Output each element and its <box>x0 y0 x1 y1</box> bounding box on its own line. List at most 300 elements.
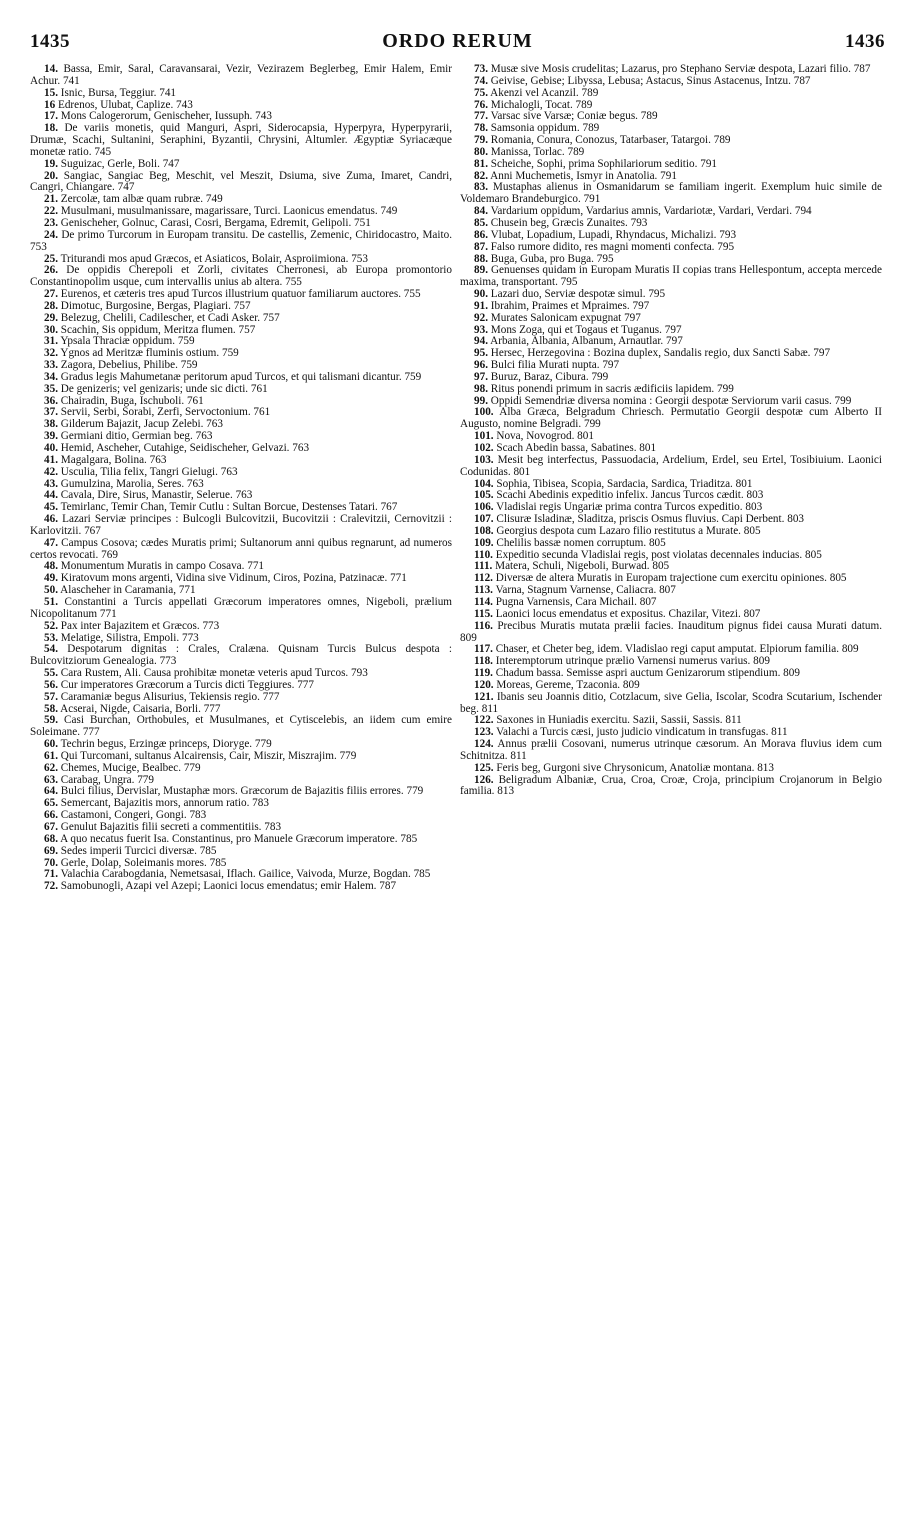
entry-text: Acserai, Nigde, Caisaria, Borli. <box>57 702 204 715</box>
entry-number: 110. <box>474 548 493 561</box>
entry-number: 66. <box>44 809 58 822</box>
entry-page-ref: 773 <box>202 619 220 632</box>
entry-page-ref: 807 <box>743 607 761 620</box>
entry-text: Castamoni, Congeri, Gongi. <box>57 809 190 822</box>
entry-page-ref: 787 <box>379 880 397 893</box>
entry-number: 22. <box>44 205 58 218</box>
entry-page-ref: 805 <box>652 560 670 573</box>
entry-page-ref: 795 <box>648 288 666 301</box>
index-entry <box>30 715 452 739</box>
entry-text: Mustaphas alienus in Osmanidarum se familiam ingerit. Exemplum huic simile de Voldemaro Brandeburgico. <box>460 181 882 206</box>
entry-page-ref: 761 <box>186 394 204 407</box>
entry-number: 82. <box>474 169 488 182</box>
entry-page-ref: 799 <box>717 382 734 395</box>
entry-text: Monumentum Muratis in campo Cosava. <box>57 560 248 573</box>
entry-number: 93. <box>474 323 488 336</box>
entry-number: 41. <box>44 453 58 466</box>
entry-page-ref: 785 <box>400 832 418 845</box>
entry-page-ref: 749 <box>205 193 223 206</box>
entry-text: Constantini a Turcis appellati Græcorum imperatores omnes, Nigeboli, prælium Nicopolitanum <box>30 595 452 620</box>
entry-number: 113. <box>474 584 493 597</box>
entry-number: 37. <box>44 406 58 419</box>
entry-page-ref: 789 <box>582 122 600 135</box>
entry-number: 20. <box>44 169 58 182</box>
entry-page-ref: 797 <box>813 347 831 360</box>
entry-text: Techrin begus, Erzingæ princeps, Dioryge. <box>57 738 255 751</box>
entry-page-ref: 763 <box>292 442 310 454</box>
entry-number: 101. <box>474 430 494 443</box>
entry-number: 61. <box>44 749 58 762</box>
entry-page-ref: 779 <box>339 749 357 762</box>
entry-number: 119. <box>474 667 493 680</box>
entry-text: Magalgara, Bolina. <box>57 453 150 466</box>
entry-text: Laonici locus emendatus et expositus. Chazilar, Vitezi. <box>492 607 744 620</box>
entry-page-ref: 741 <box>62 74 80 87</box>
entry-text: Valachia Carabogdania, Nemetsasai, Iflach. Gailice, Vaivoda, Murze, Bogdan. <box>57 868 414 881</box>
entry-page-ref: 773 <box>159 655 177 668</box>
entry-page-ref: 741 <box>159 86 177 99</box>
entry-text: Melatige, Silistra, Empoli. <box>57 631 182 644</box>
entry-text: De variis monetis, quid Manguri, Aspri, Siderocapsia, Hyperpyra, Hyperpyrarii, Drumæ, Scachi, Sultanini, Seraphini, Byzantii, Chrysini, Altumler. Ægyptiæ Syriacæque monetæ ratio. <box>30 122 452 158</box>
entry-page-ref: 813 <box>497 785 515 798</box>
entry-number: 83. <box>474 181 488 194</box>
entry-text: Bassa, Emir, Saral, Caravansarai, Vezir, Vezirazem Beglerbeg, Emir Halem, Emir Achur. <box>30 63 452 87</box>
entry-text: Bulci filia Murati nupta. <box>487 359 603 372</box>
entry-page-ref: 795 <box>596 252 614 265</box>
entry-text: Qui Turcomani, sultanus Alcairensis, Cair, Miszir, Miszrajim. <box>57 749 340 762</box>
entry-text: Germiani ditio, Germian beg. <box>57 430 196 443</box>
entry-number: 62. <box>44 761 58 774</box>
entry-number: 16 <box>44 98 56 111</box>
entry-text: Nova, Novogrod. <box>493 430 578 443</box>
entry-page-ref: 799 <box>834 394 852 407</box>
index-entry <box>460 692 882 716</box>
entry-page-ref: 753 <box>351 252 368 265</box>
entry-text: A quo necatus fuerit Isa. Constantinus, pro Manuele Græcorum imperatore. <box>57 832 401 845</box>
entry-page-ref: 773 <box>181 631 199 644</box>
entry-page-ref: 797 <box>664 323 682 336</box>
entry-text: Ritus ponendi primum in sacris ædificiis lapidem. <box>487 382 717 395</box>
entry-number: 18. <box>44 122 58 135</box>
entry-page-ref: 797 <box>632 299 650 312</box>
entry-page-ref: 763 <box>220 465 238 478</box>
entry-text: Alba Græca, Belgradum Chriesch. Permutatio Georgii despotæ cum Alberto II Augusto, nomine Belgradi. <box>460 406 882 431</box>
entry-text: Hersec, Herzegovina : Bozina duplex, Sandalis regio, dux Sancti Sabæ. <box>487 347 814 360</box>
entry-text: Scachin, Sis oppidum, Meritza flumen. <box>57 323 239 336</box>
entry-page-ref: 771 <box>99 607 117 620</box>
entry-number: 84. <box>474 205 488 218</box>
index-entry <box>30 514 452 538</box>
entry-text: Ygnos ad Meritzæ fluminis ostium. <box>57 347 222 360</box>
entry-text: Zercolæ, tam albæ quam rubræ. <box>57 193 206 206</box>
entry-page-ref: 809 <box>783 667 800 680</box>
entry-text: Zagora, Debelius, Philibe. <box>57 359 181 372</box>
entry-text: Manissa, Torlac. <box>487 145 568 158</box>
entry-page-ref: 791 <box>660 169 677 182</box>
entry-number: 95. <box>474 347 488 360</box>
entry-text: Scheiche, Sophi, prima Sophilariorum seditio. <box>487 157 701 170</box>
entry-page-ref: 771 <box>247 560 264 573</box>
entry-text: Mons Calogerorum, Genischeher, Iussuph. <box>57 110 256 123</box>
entry-number: 35. <box>44 382 58 395</box>
entry-number: 103. <box>474 453 494 466</box>
entry-page-ref: 801 <box>639 442 657 454</box>
entry-number: 70. <box>44 856 58 869</box>
entry-number: 39. <box>44 430 58 443</box>
entry-number: 107. <box>474 513 494 526</box>
index-entry <box>30 644 452 668</box>
entry-page-ref: 771 <box>178 584 196 597</box>
entry-text: Genuenses quidam in Europam Muratis II copias trans Hellespontum, accepta mercede maxima, transportant. <box>460 264 882 289</box>
entry-number: 94. <box>474 335 488 348</box>
entry-page-ref: 743 <box>176 98 193 111</box>
entry-text: Sedes imperii Turcici diversæ. <box>57 844 200 857</box>
entry-text: Genischeher, Golnuc, Carasi, Cosri, Bergama, Edremit, Gelipoli. <box>57 216 355 229</box>
entry-text: Bulci filius, Dervislar, Mustaphæ mors. Græcorum de Bajazitis filiis errores. <box>57 785 407 798</box>
entry-page-ref: 757 <box>233 299 251 312</box>
entry-text: Feris beg, Gurgoni sive Chrysonicum, Anatoliæ montana. <box>493 761 758 774</box>
entry-page-ref: 807 <box>659 584 676 597</box>
right-column <box>460 64 882 798</box>
entry-page-ref: 797 <box>624 311 641 324</box>
entry-number: 86. <box>474 228 488 241</box>
entry-number: 38. <box>44 418 58 431</box>
entry-number: 124. <box>474 738 494 751</box>
entry-text: Samsonia oppidum. <box>487 122 583 135</box>
entry-page-ref: 789 <box>567 145 585 158</box>
entry-page-ref: 794 <box>794 205 812 218</box>
entry-text: Scachi Abedinis expeditio infelix. Jancus Turcos cædit. <box>493 489 747 502</box>
entry-page-ref: 763 <box>206 418 223 431</box>
entry-text: Belezug, Chelili, Cadilescher, et Cadi Asker. <box>57 311 263 324</box>
entry-text: Georgius despota cum Lazaro filio restitutus a Murate. <box>493 524 744 537</box>
entry-text: Samobunogli, Azapi vel Azepi; Laonici locus emendatus; emir Halem. <box>57 880 380 893</box>
entry-page-ref: 767 <box>380 501 398 514</box>
entry-number: 91. <box>474 299 488 312</box>
entry-number: 50. <box>44 584 58 597</box>
entry-page-ref: 753 <box>30 240 47 253</box>
index-entry <box>460 407 882 431</box>
entry-number: 24. <box>44 228 58 241</box>
entry-page-ref: 747 <box>162 157 180 170</box>
entry-text: Scach Abedin bassa, Sabatines. <box>493 442 640 454</box>
entry-number: 21. <box>44 193 58 206</box>
entry-number: 45. <box>44 501 58 514</box>
entry-text: Chelilis bassæ nomen corruptum. <box>493 536 649 549</box>
index-entry <box>30 881 452 893</box>
entry-page-ref: 763 <box>235 489 253 502</box>
entry-number: 104. <box>474 477 494 490</box>
entry-number: 42. <box>44 465 58 478</box>
entry-text: Vlubat, Lopadium, Lupadi, Rhyndacus, Michalizi. <box>487 228 720 241</box>
entry-text: De oppidis Cherepoli et Zorli, civitates Cherronesi, ab Europa promontorio Constantinopolim usque, cum intervallis unius ab altera. <box>30 264 452 289</box>
entry-page-ref: 793 <box>630 216 648 229</box>
entry-text: Usculia, Tilia felix, Tangri Gielugi. <box>57 465 221 478</box>
entry-text: Lazari duo, Serviæ despotæ simul. <box>487 288 649 301</box>
entry-number: 102. <box>474 442 494 454</box>
entry-number: 26. <box>44 264 58 277</box>
entry-text: Matera, Schuli, Nigeboli, Burwad. <box>492 560 653 573</box>
entry-number: 99. <box>474 394 488 407</box>
entry-page-ref: 793 <box>719 228 737 241</box>
entry-number: 15. <box>44 86 58 99</box>
index-entry <box>460 455 882 479</box>
entry-number: 43. <box>44 477 58 490</box>
entry-page-ref: 779 <box>254 738 272 751</box>
entry-text: Akenzi vel Acanzil. <box>487 86 582 99</box>
entry-number: 54. <box>44 643 58 656</box>
entry-page-ref: 777 <box>82 726 100 739</box>
entry-number: 47. <box>44 536 58 549</box>
entry-page-ref: 809 <box>460 631 477 644</box>
entry-page-ref: 785 <box>413 868 431 881</box>
index-entry <box>30 265 452 289</box>
entry-number: 23. <box>44 216 58 229</box>
entry-number: 36. <box>44 394 58 407</box>
entry-page-ref: 809 <box>753 655 770 668</box>
entry-page-ref: 759 <box>180 359 198 372</box>
entry-number: 123. <box>474 726 494 739</box>
entry-number: 68. <box>44 832 58 845</box>
entry-number: 78. <box>474 122 488 135</box>
entry-page-ref: 777 <box>203 702 221 715</box>
entry-number: 81. <box>474 157 488 170</box>
entry-text: Genulut Bajazitis filii secreti a commentitiis. <box>57 821 265 833</box>
entry-number: 51. <box>44 595 58 608</box>
entry-number: 89. <box>474 264 488 277</box>
entry-text: Gradus legis Mahumetanæ peritorum apud Turcos, et qui talismani dicantur. <box>57 370 405 383</box>
entry-text: Annus prælii Cosovani, numerus utrinque cæsorum. An Morava fluvius idem cum Schitnitza. <box>460 738 882 762</box>
page-header <box>30 30 885 60</box>
entry-number: 105. <box>474 489 494 502</box>
entry-text: Caramaniæ begus Alisurius, Tekiensis regio. <box>57 690 263 703</box>
entry-number: 85. <box>474 216 488 229</box>
entry-page-ref: 777 <box>297 678 314 691</box>
entry-page-ref: 803 <box>746 489 764 502</box>
entry-page-ref: 761 <box>250 382 268 395</box>
entry-page-ref: 763 <box>186 477 204 490</box>
entry-number: 77. <box>474 110 488 123</box>
entry-number: 109. <box>474 536 494 549</box>
entry-text: Hemid, Ascheher, Cutahige, Seidischeher, Gelvazi. <box>57 442 293 454</box>
entry-page-ref: 751 <box>354 216 371 229</box>
entry-text: Carabag, Ungra. <box>57 773 138 786</box>
entry-page-ref: 785 <box>199 844 217 857</box>
entry-page-ref: 795 <box>717 240 735 253</box>
entry-number: 53. <box>44 631 58 644</box>
index-entry <box>30 123 452 159</box>
page-number-right: 1436 <box>844 31 885 52</box>
entry-page-ref: 759 <box>221 347 239 360</box>
entry-page-ref: 783 <box>189 809 207 822</box>
entry-page-ref: 801 <box>577 430 594 443</box>
entry-text: Chemes, Mucige, Bealbec. <box>57 761 184 774</box>
entry-page-ref: 803 <box>745 501 763 514</box>
entry-page-ref: 811 <box>771 726 788 739</box>
entry-text: Varna, Stagnum Varnense, Caliacra. <box>492 584 660 597</box>
entry-text: Ypsala Thraciæ oppidum. <box>57 335 178 348</box>
entry-page-ref: 805 <box>805 548 822 561</box>
entry-number: 112. <box>474 572 493 585</box>
entry-number: 31. <box>44 335 58 348</box>
entry-text: Geivise, Gebise; Libyssa, Lebusa; Astacus, Sinus Astacenus, Intzu. <box>487 74 794 87</box>
entry-text: Chadum bassa. Semisse aspri auctum Genizarorum stipendium. <box>492 667 784 680</box>
entry-number: 55. <box>44 667 58 680</box>
entry-number: 80. <box>474 145 488 158</box>
entry-page-ref: 749 <box>380 205 398 218</box>
index-entry <box>30 230 452 254</box>
entry-page-ref: 783 <box>264 821 282 833</box>
entry-number: 92. <box>474 311 488 324</box>
entry-page-ref: 811 <box>725 714 742 727</box>
entry-text: Cur imperatores Græcorum a Turcis dicti Teggiures. <box>57 678 298 691</box>
entry-number: 67. <box>44 821 58 833</box>
entry-number: 74. <box>474 74 488 87</box>
index-entry <box>30 538 452 562</box>
entry-text: Pugna Varnensis, Cara Michail. <box>492 595 640 608</box>
entry-number: 65. <box>44 797 58 810</box>
index-entry <box>30 597 452 621</box>
entry-page-ref: 789 <box>575 98 593 111</box>
entry-text: Romania, Conura, Conozus, Tatarbaser, Tatargoi. <box>487 134 714 147</box>
entry-number: 79. <box>474 134 488 147</box>
entry-number: 46. <box>44 513 58 526</box>
entry-text: Campus Cosova; cædes Muratis primi; Sultanorum anni quibus regnarunt, ad numeros certos revocati. <box>30 536 452 561</box>
entry-page-ref: 803 <box>787 513 805 526</box>
entry-text: Chusein beg, Græcis Zunaites. <box>487 216 631 229</box>
entry-number: 17. <box>44 110 58 123</box>
entry-number: 106. <box>474 501 494 514</box>
entry-number: 56. <box>44 678 58 691</box>
entry-text: Mons Zoga, qui et Togaus et Tuganus. <box>487 323 665 336</box>
entry-text: De genizeris; vel genizaris; unde sic dicti. <box>57 382 251 395</box>
entry-number: 126. <box>474 773 494 786</box>
entry-number: 75. <box>474 86 488 99</box>
entry-text: Valachi a Turcis cæsi, justo judicio vindicatum in transfugas. <box>493 726 772 739</box>
entry-page-ref: 789 <box>581 86 599 99</box>
entry-text: Eurenos, et cæteris tres apud Turcos illustrium quatuor familiarum auctores. <box>57 288 404 301</box>
index-entry <box>30 171 452 195</box>
entry-number: 71. <box>44 868 58 881</box>
index-entry <box>460 265 882 289</box>
entry-page-ref: 789 <box>713 134 731 147</box>
entry-number: 32. <box>44 347 58 360</box>
entry-page-ref: 791 <box>700 157 717 170</box>
entry-page-ref: 759 <box>404 370 422 383</box>
entry-page-ref: 783 <box>252 797 269 810</box>
entry-text: Dimotuc, Burgosine, Bergas, Plagiari. <box>57 299 234 312</box>
entry-page-ref: 771 <box>390 572 407 585</box>
entry-number: 76. <box>474 98 488 111</box>
entry-page-ref: 809 <box>841 643 859 656</box>
index-entry <box>460 775 882 799</box>
entry-text: Suguizac, Gerle, Boli. <box>57 157 163 170</box>
entry-page-ref: 779 <box>183 761 201 774</box>
entry-text: Alascheher in Caramania, <box>57 584 179 597</box>
entry-text: Arbania, Albania, Albanum, Arnautlar. <box>487 335 667 348</box>
entry-page-ref: 811 <box>481 702 499 715</box>
entry-number: 27. <box>44 288 58 301</box>
entry-text: Oppidi Semendriæ diversa nomina : Georgii despotæ Serviorum varii casus. <box>487 394 835 407</box>
entry-page-ref: 779 <box>406 785 424 798</box>
entry-page-ref: 789 <box>640 110 658 123</box>
index-entry <box>460 621 882 645</box>
entry-page-ref: 787 <box>853 63 871 75</box>
entry-text: Mesit beg interfectus, Passuodacia, Ardelium, Erdel, seu Ertel, Tosibiuium. Laonici Codunidas. <box>460 453 882 478</box>
entry-text: Beligradum Albaniæ, Crua, Croa, Croæ, Croja, principium Crojanorum in Belgio familia. <box>460 773 882 798</box>
entry-number: 122. <box>474 714 494 727</box>
entry-text: Gerle, Dolap, Soleimanis mores. <box>57 856 210 869</box>
entry-page-ref: 755 <box>403 288 421 301</box>
entry-text: Michalogli, Tocat. <box>487 98 576 111</box>
entry-text: Saxones in Huniadis exercitu. Sazii, Sassii, Sassis. <box>493 714 726 727</box>
entry-number: 72. <box>44 880 58 893</box>
entry-page-ref: 805 <box>743 524 761 537</box>
entry-text: Ibanis seu Joannis ditio, Cotzlacum, sive Gelia, Iscolar, Scodra Scutarium, Ischender beg. <box>460 690 882 715</box>
entry-number: 108. <box>474 524 494 537</box>
entry-page-ref: 787 <box>793 74 811 87</box>
entry-text: Buruz, Baraz, Cibura. <box>487 370 592 383</box>
index-entry <box>460 739 882 763</box>
entry-text: Vladislai regis Ungariæ prima contra Turcos expeditio. <box>493 501 746 514</box>
entry-text: Vardarium oppidum, Vardarius amnis, Vardariotæ, Vardari, Verdari. <box>487 205 795 218</box>
entry-number: 64. <box>44 785 58 798</box>
entry-text: Falso rumore didito, res magni momenti confecta. <box>487 240 718 253</box>
entry-number: 44. <box>44 489 58 502</box>
entry-page-ref: 809 <box>622 678 640 691</box>
entry-text: Murates Salonicam expugnat <box>487 311 625 324</box>
entry-number: 118. <box>474 655 493 668</box>
entry-number: 25. <box>44 252 58 265</box>
entry-text: Kiratovum mons argenti, Vidina sive Vidinum, Ciros, Pozina, Patzinacæ. <box>57 572 391 585</box>
entry-text: De primo Turcorum in Europam transitu. De castellis, Zemenic, Chiridocastro, Maito. <box>57 228 452 241</box>
entry-text: Cara Rustem, Ali. Causa prohibitæ monetæ veteris apud Turcos. <box>57 667 352 680</box>
entry-text: Isnic, Bursa, Teggiur. <box>57 86 160 99</box>
entry-number: 120. <box>474 678 494 691</box>
entry-page-ref: 757 <box>238 323 256 336</box>
entry-page-ref: 777 <box>262 690 280 703</box>
entry-number: 111. <box>474 560 493 573</box>
entry-page-ref: 811 <box>510 749 527 762</box>
entry-number: 115. <box>474 607 493 620</box>
entry-text: Semercant, Bajazitis mors, annorum ratio. <box>57 797 253 810</box>
entry-number: 97. <box>474 370 488 383</box>
entry-page-ref: 769 <box>101 548 118 561</box>
entry-text: Musulmani, musulmanissare, magarissare, Turci. Laonicus emendatus. <box>57 205 381 218</box>
entry-text: Moreas, Gereme, Tzaconia. <box>493 678 623 691</box>
entry-number: 117. <box>474 643 493 656</box>
entry-text: Temirlanc, Temir Chan, Temir Cutlu : Sultan Borcue, Destenses Tatari. <box>57 501 381 514</box>
entry-text: Sangiac, Sangiac Beg, Meschit, vel Meszit, Dsiuma, sive Zuma, Imaret, Candri, Cangri, Chiangare. <box>30 169 452 194</box>
entry-page-ref: 763 <box>195 430 213 443</box>
index-entry <box>30 64 452 88</box>
entry-text: Sophia, Tibisea, Scopia, Sardacia, Sardica, Triaditza. <box>493 477 736 490</box>
entry-number: 33. <box>44 359 58 372</box>
entry-page-ref: 793 <box>351 667 368 680</box>
entry-text: Diversæ de altera Muratis in Europam trajectione cum exercitu opiniones. <box>492 572 830 585</box>
entry-text: Anni Muchemetis, Ismyr in Anatolia. <box>487 169 661 182</box>
entry-number: 14. <box>44 63 58 75</box>
entry-page-ref: 801 <box>513 465 531 478</box>
entry-text: Clisuræ Isladinæ, Sladitza, priscis Osmus fluvius. Capi Derbent. <box>493 513 788 526</box>
entry-page-ref: 757 <box>262 311 280 324</box>
entry-page-ref: 743 <box>255 110 272 123</box>
entry-text: Despotarum dignitas : Crales, Cralæna. Quisnam Turcis Bulcus despota : Bulcovitziorum Genealogia. <box>30 643 452 668</box>
entry-number: 58. <box>44 702 58 715</box>
entry-number: 40. <box>44 442 58 454</box>
entry-number: 29. <box>44 311 58 324</box>
entry-page-ref: 761 <box>253 406 271 419</box>
